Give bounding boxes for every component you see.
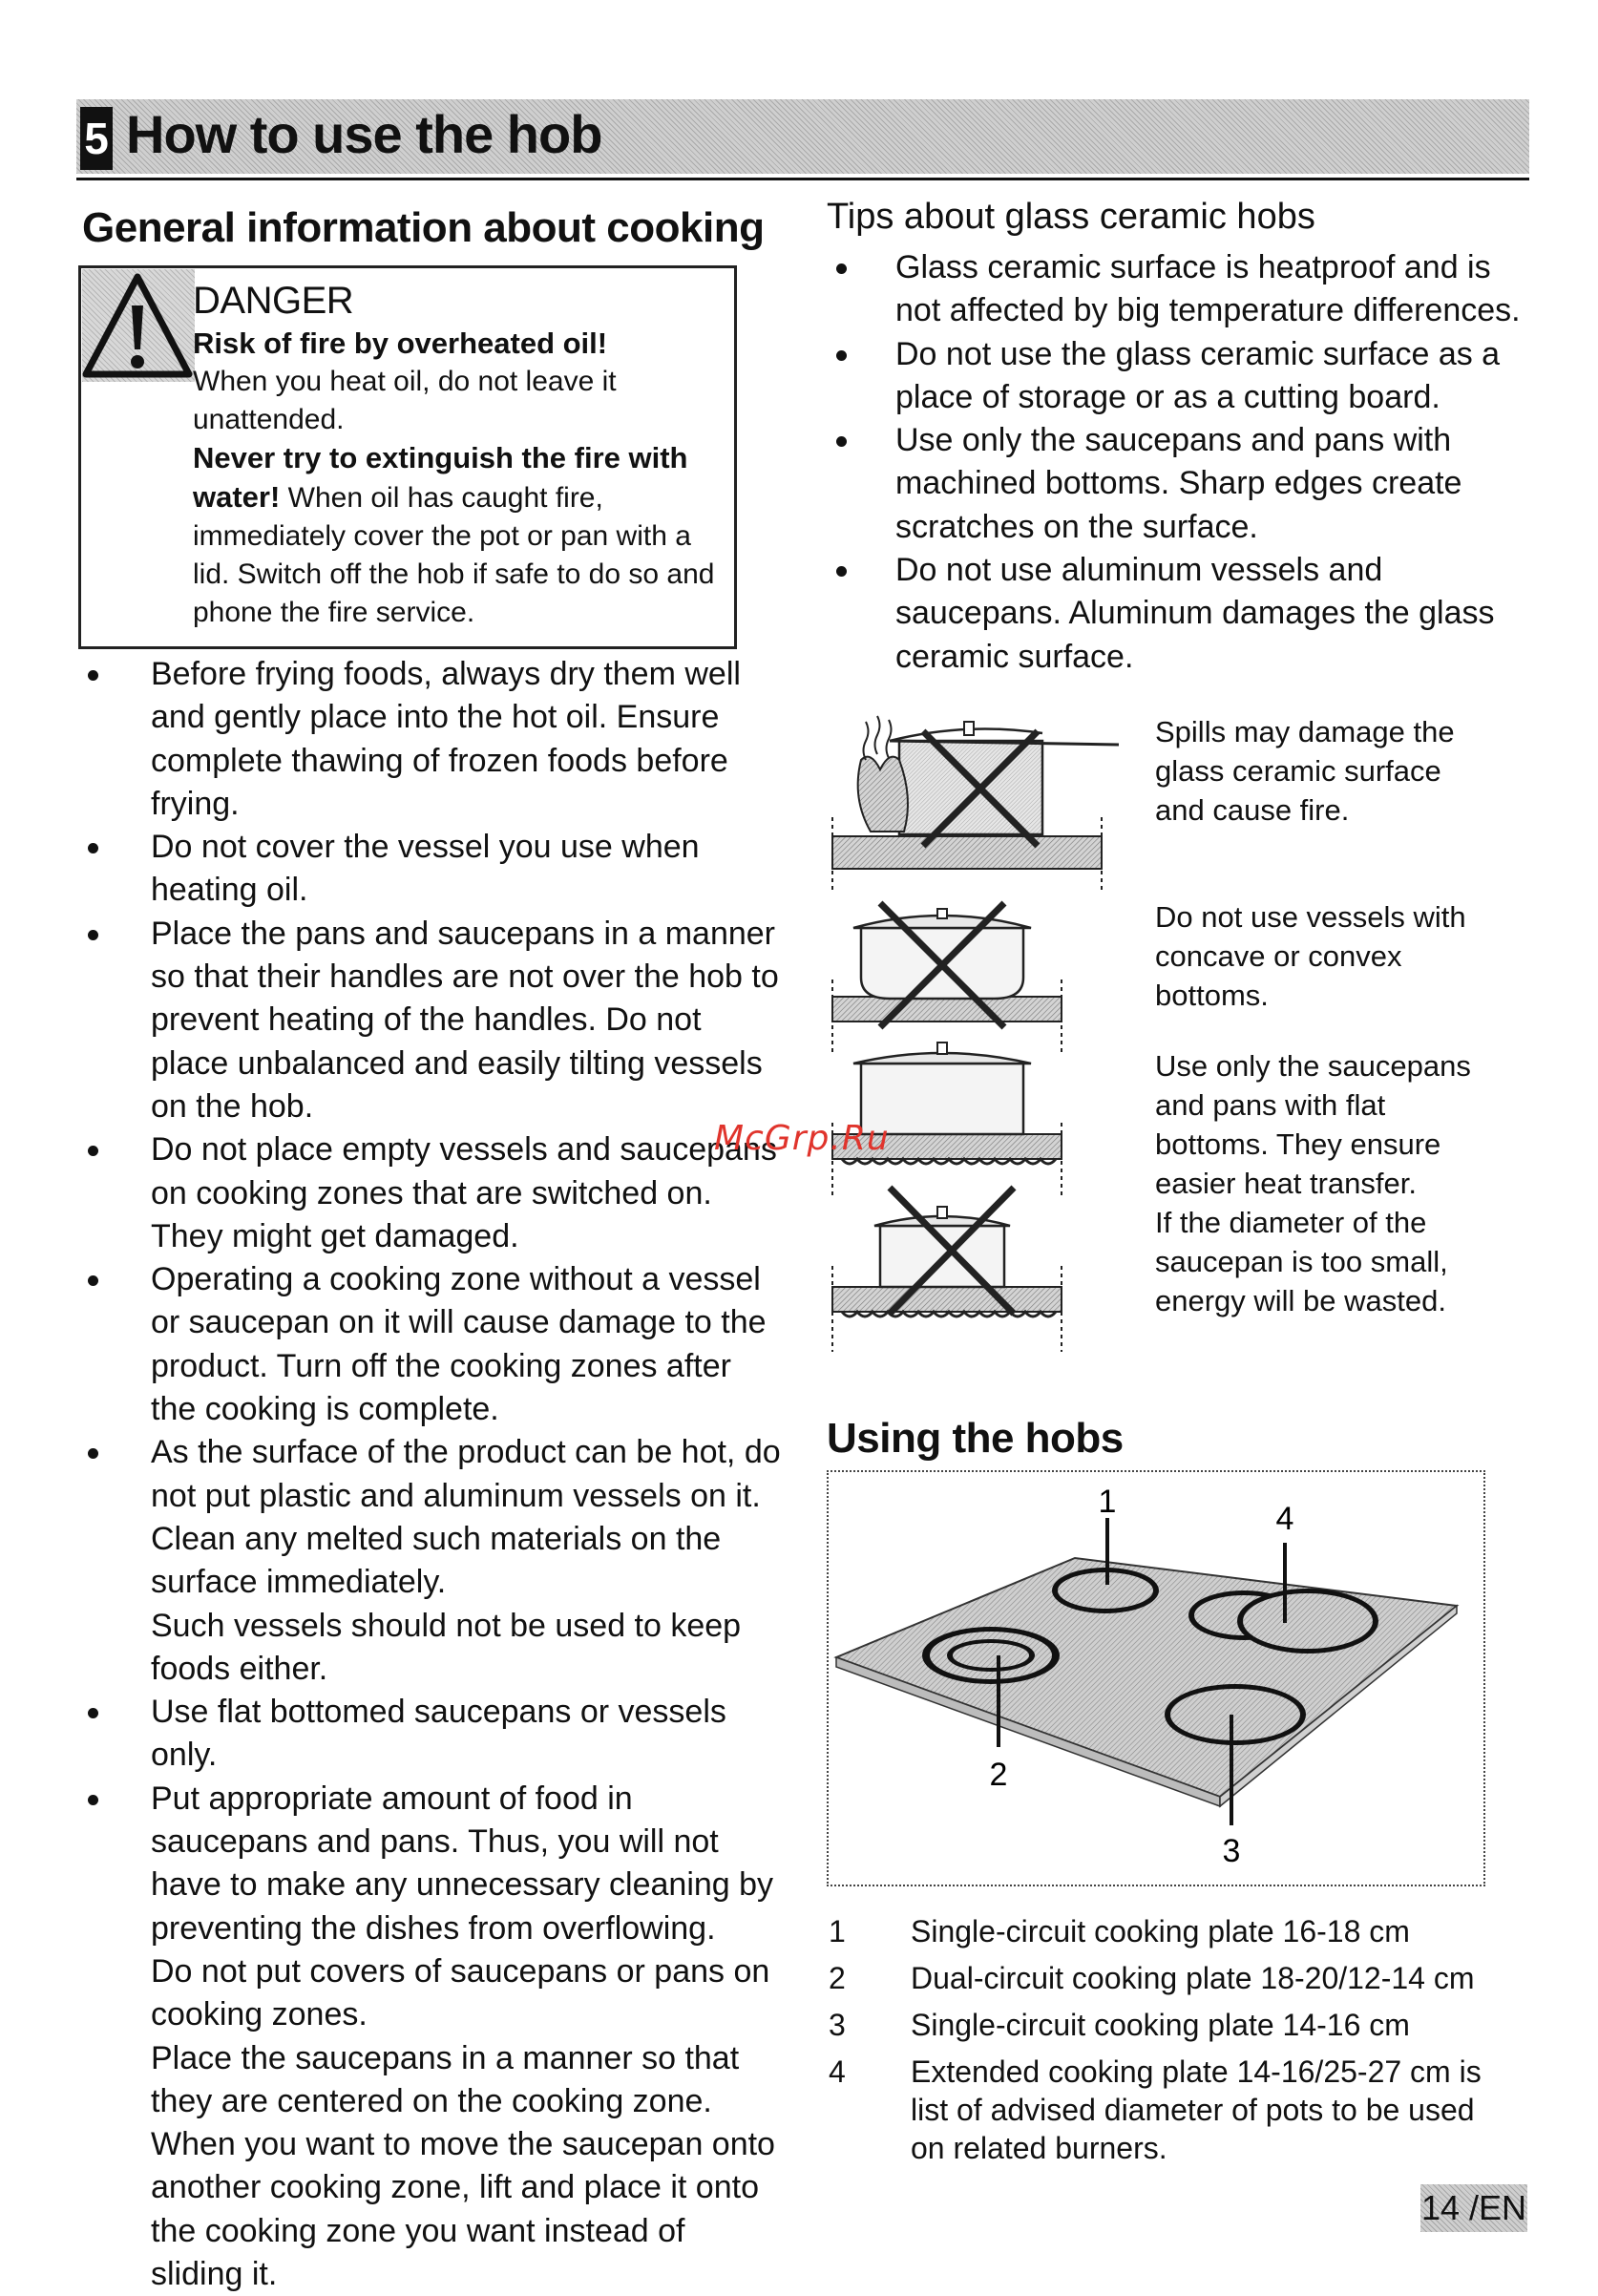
bullet-text: Do not place empty vessels and saucepans on cooking zones that are switched on. They might get damaged. [151,1131,777,1254]
legend-item [827,2053,1514,2167]
danger-text-2 [193,439,727,632]
list-item [895,246,1527,333]
bullet-text: Place the pans and saucepans in a manner so that their handles are not over the hob to prevent heating of the handles. Do not place unbalanced and easily tilting vessels on the hob. [151,916,779,1125]
bullet-dot [836,263,847,274]
bullet-dot [88,1708,98,1718]
legend-item [827,1912,1514,1950]
hob-diagram [827,1470,1485,1886]
bullet-subtext: Do not put covers of saucepans or pans on cooking zones. [151,1950,781,2037]
watermark: McGrp.Ru [714,1119,890,1158]
bullet-dot [836,566,847,577]
cooking-bullet-list [151,653,781,2296]
bullet-subtext: Place the saucepans in a manner so that they are centered on the cooking zone. When you want to move the saucepan onto another cooking zone, lift and place it onto the cooking zone you want instead of sliding it. [151,2037,781,2296]
tip-text: Do not use aluminum vessels and saucepans. Aluminum damages the glass ceramic surface. [895,552,1494,675]
danger-text-1: When you heat oil, do not leave it unattended. [193,363,727,439]
bullet-text: Operating a cooking zone without a vessel or saucepan on it will cause damage to the product. Turn off the cooking zones after the cooking is complete. [151,1261,767,1427]
legend-number: 2 [829,1959,846,1997]
danger-text-2-body: When oil has caught fire, immediately cover the pot or pan with a lid. Switch off the hob if safe to do so and phone the fire service. [193,482,714,628]
bullet-dot [88,1448,98,1459]
tip-text: Use only the saucepans and pans with machined bottoms. Sharp edges create scratches on the surface. [895,422,1461,545]
caption-concave: Do not use vessels with concave or convex bottoms. [1155,897,1499,1015]
danger-content [193,277,727,632]
list-item [151,913,781,1128]
bullet-text: As the surface of the product can be hot, do not put plastic and aluminum vessels on it. Clean any melted such materials on the surface immediately. [151,1434,781,1600]
hob-legend [827,1912,1514,2176]
list-item [895,333,1527,420]
section-number: 5 [80,107,113,170]
bullet-text: Use flat bottomed saucepans or vessels only. [151,1694,726,1773]
caption-too-small: If the diameter of the saucepan is too small, energy will be wasted. [1155,1203,1461,1320]
spill-illustration [832,716,1119,894]
bullet-text: Before frying foods, always dry them well and gently place into the hot oil. Ensure complete thawing of frozen foods before frying. [151,656,741,822]
list-item [151,1778,781,2296]
tips-bullet-list [895,246,1527,679]
list-item [151,1431,781,1691]
bullet-dot [88,1146,98,1156]
legend-item [827,2006,1514,2044]
caption-spills: Spills may damage the glass ceramic surface and cause fire. [1155,712,1499,830]
list-item [151,1258,781,1431]
legend-number: 1 [829,1912,846,1950]
tip-text: Glass ceramic surface is heatproof and is not affected by big temperature differences. [895,249,1521,328]
concave-vessel-illustration [832,903,1062,1056]
danger-title: DANGER [193,277,727,325]
legend-number: 4 [829,2053,846,2091]
bullet-dot [88,1275,98,1286]
general-info-heading: General information about cooking [82,204,764,252]
danger-risk-line: Risk of fire by overheated oil! [193,325,727,363]
list-item [151,1128,781,1258]
small-vessel-illustration [832,1188,1062,1352]
legend-text: Single-circuit cooking plate 14-16 cm [911,2008,1410,2042]
list-item [895,549,1527,679]
legend-item [827,1959,1514,1997]
list-item [895,419,1527,549]
legend-text: Single-circuit cooking plate 16-18 cm [911,1914,1410,1948]
tip-text: Do not use the glass ceramic surface as a place of storage or as a cutting board. [895,336,1500,415]
warning-triangle-icon [82,273,193,380]
bullet-dot [88,1795,98,1805]
list-item [151,1691,781,1778]
bullet-text: Put appropriate amount of food in saucepans and pans. Thus, you will not have to make any unnecessary cleaning by preventing the dishes from overflowing. [151,1780,773,1947]
legend-number: 3 [829,2006,846,2044]
bullet-dot [88,843,98,853]
bullet-dot [836,436,847,447]
tips-heading: Tips about glass ceramic hobs [827,197,1315,238]
bullet-dot [836,350,847,361]
using-hobs-heading: Using the hobs [827,1415,1124,1463]
caption-flat-bottom: Use only the saucepans and pans with flat bottoms. They ensure easier heat transfer. [1155,1046,1499,1203]
callout-label-1: 1 [1099,1484,1117,1520]
bullet-text: Do not cover the vessel you use when heating oil. [151,829,700,908]
legend-text: Dual-circuit cooking plate 18-20/12-14 cm [911,1961,1475,1995]
legend-text: Extended cooking plate 14-16/25-27 cm is list of advised diameter of pots to be used on related burners. [911,2054,1482,2165]
callout-label-3: 3 [1223,1833,1241,1869]
page-number: 14 /EN [1420,2184,1527,2232]
bullet-dot [88,670,98,681]
section-title: How to use the hob [126,103,601,165]
danger-strong-2: Never try to extinguish the fire with water! [193,441,687,514]
bullet-dot [88,930,98,940]
bullet-subtext: Such vessels should not be used to keep foods either. [151,1605,781,1692]
callout-label-2: 2 [990,1757,1008,1793]
list-item [151,826,781,913]
list-item [151,653,781,826]
section-rule [76,178,1529,180]
vessel-illustrations [823,703,1128,1352]
callout-label-4: 4 [1276,1501,1294,1537]
